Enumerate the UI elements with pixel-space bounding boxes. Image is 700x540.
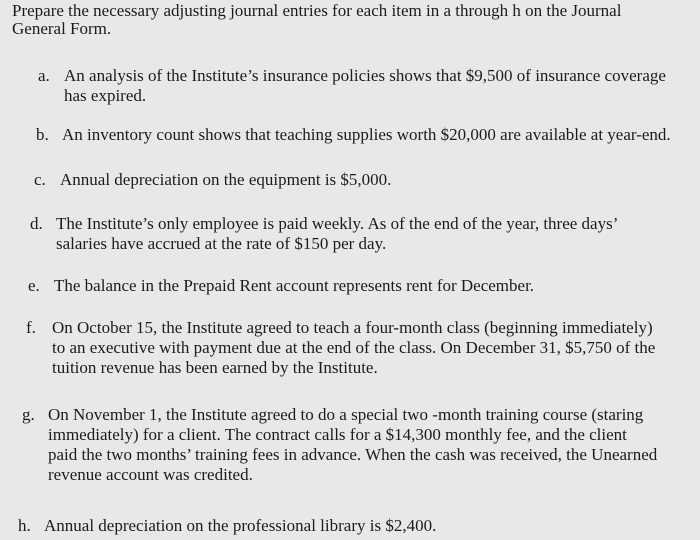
instructions-heading — [12, 2, 662, 38]
item-line: salaries have accrued at the rate of $150 per day. — [56, 234, 387, 253]
item-line: On October 15, the Institute agreed to teach a four-month class (beginning immediately) — [52, 318, 653, 337]
item-line: Annual depreciation on the equipment is $5,000. — [60, 170, 392, 189]
item-letter: g. — [22, 405, 35, 424]
item-text — [48, 405, 657, 485]
item-text — [52, 318, 655, 378]
item-a — [38, 66, 688, 106]
item-text — [62, 125, 671, 145]
item-letter: b. — [36, 125, 49, 144]
item-line: An analysis of the Institute’s insurance policies shows that $9,500 of insurance coverage — [64, 66, 666, 85]
item-h — [18, 516, 678, 536]
item-letter: h. — [18, 516, 31, 535]
item-g — [22, 405, 698, 485]
item-line: to an executive with payment due at the end of the class. On December 31, $5,750 of the — [52, 338, 656, 357]
item-text — [44, 516, 436, 536]
item-line: tuition revenue has been earned by the Institute. — [52, 358, 378, 377]
item-text — [54, 276, 534, 296]
item-d — [30, 214, 690, 254]
item-line: The Institute’s only employee is paid weekly. As of the end of the year, three days’ — [56, 214, 619, 233]
item-letter: f. — [26, 318, 36, 337]
heading-line: Prepare the necessary adjusting journal entries for each item in a through h on the Journal — [12, 1, 622, 20]
item-letter: c. — [34, 170, 46, 189]
item-line: Annual depreciation on the professional library is $2,400. — [44, 516, 437, 535]
item-line: The balance in the Prepaid Rent account represents rent for December. — [54, 276, 535, 295]
item-letter: e. — [28, 276, 40, 295]
item-text — [60, 170, 391, 190]
item-text — [64, 66, 666, 106]
item-text — [56, 214, 618, 254]
heading-line: General Form. — [12, 19, 112, 38]
item-c — [34, 170, 684, 190]
item-letter: a. — [38, 66, 50, 85]
item-line: immediately) for a client. The contract calls for a $14,300 monthly fee, and the client — [48, 425, 627, 444]
item-line: An inventory count shows that teaching supplies worth $20,000 are available at year-end. — [62, 125, 671, 144]
item-b — [36, 125, 696, 145]
item-letter: d. — [30, 214, 43, 233]
item-line: has expired. — [64, 86, 147, 105]
item-line: revenue account was credited. — [48, 465, 253, 484]
item-line: paid the two months’ training fees in advance. When the cash was received, the Unearned — [48, 445, 658, 464]
item-e — [28, 276, 688, 296]
item-line: On November 1, the Institute agreed to do a special two -month training course (staring — [48, 405, 644, 424]
item-f — [26, 318, 694, 378]
